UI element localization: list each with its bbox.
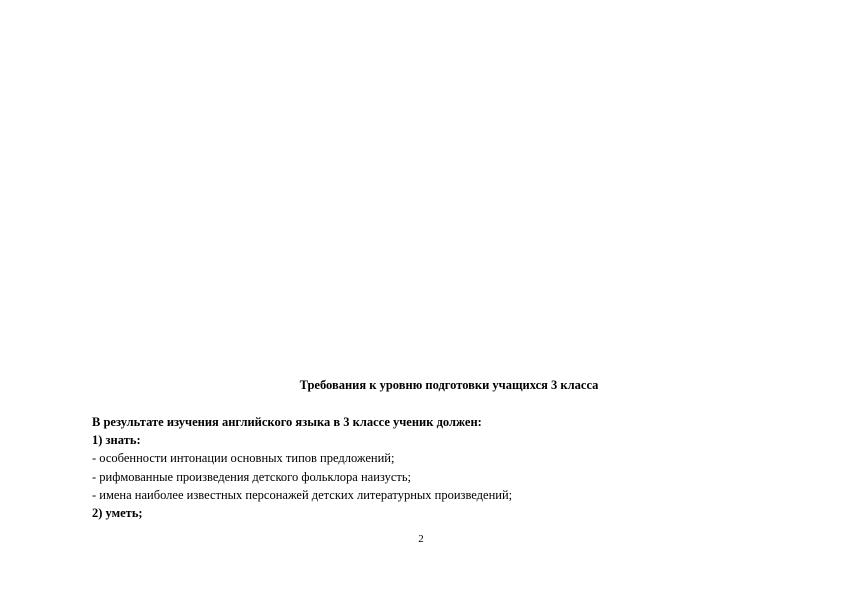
section-title: Требования к уровню подготовки учащихся 3 класса: [299, 378, 599, 392]
know-item-intonation: - особенности интонации основных типов предложений;: [92, 451, 395, 466]
know-item-folklore: - рифмованные произведения детского фольклора наизусть;: [92, 469, 412, 484]
know-item-characters: - имена наиболее известных персонажей детских литературных произведений;: [92, 487, 513, 502]
intro-line: В результате изучения английского языка в 3 классе ученик должен:: [92, 415, 482, 429]
requirements-text: [92, 413, 792, 522]
be-able-heading: 2) уметь;: [92, 506, 143, 521]
page-number: 2: [418, 533, 424, 545]
know-heading: 1) знать:: [92, 433, 141, 448]
